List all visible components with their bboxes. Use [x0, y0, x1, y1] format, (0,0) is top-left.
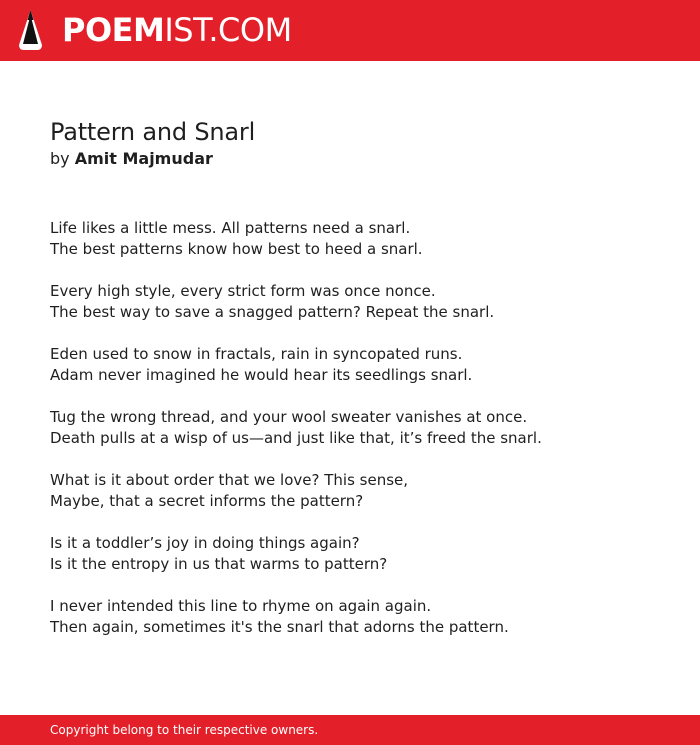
poem-line: Is it the entropy in us that warms to pattern?: [50, 555, 388, 573]
poem-line: Death pulls at a wisp of us—and just like that, it’s freed the snarl.: [50, 429, 542, 447]
poem-line: I never intended this line to rhyme on again again.: [50, 597, 432, 615]
poem-title: Pattern and Snarl: [50, 118, 256, 146]
stanza-4: [50, 407, 670, 449]
poem-line: Eden used to snow in fractals, rain in syncopated runs.: [50, 345, 463, 363]
stanza-7: [50, 596, 670, 638]
stanza-6: [50, 533, 670, 575]
poem-line: Adam never imagined he would hear its seedlings snarl.: [50, 366, 473, 384]
poem-line: The best patterns know how best to heed a snarl.: [50, 240, 423, 258]
poem-author[interactable]: Amit Majmudar: [74, 149, 213, 168]
stanza-1: [50, 218, 670, 260]
copyright-text: Copyright belong to their respective owners.: [50, 723, 319, 737]
poem-line: Every high style, every strict form was once nonce.: [50, 282, 436, 300]
site-logo[interactable]: [62, 12, 292, 48]
poem-line: Then again, sometimes it's the snarl that adorns the pattern.: [50, 618, 509, 636]
pencil-tip-icon[interactable]: [18, 9, 43, 51]
poem-line: Tug the wrong thread, and your wool sweater vanishes at once.: [50, 408, 528, 426]
poem-line: Maybe, that a secret informs the pattern?: [50, 492, 364, 510]
site-header: [0, 0, 700, 61]
poem-line: Life likes a little mess. All patterns need a snarl.: [50, 219, 411, 237]
poem-body: [50, 218, 670, 638]
poem-line: The best way to save a snagged pattern? Repeat the snarl.: [50, 303, 495, 321]
logo-bold-text: POEM: [62, 11, 165, 49]
stanza-5: [50, 470, 670, 512]
stanza-3: [50, 344, 670, 386]
by-label: by: [50, 149, 70, 168]
poem-content: [50, 116, 670, 659]
site-footer: [0, 715, 700, 745]
poem-line: What is it about order that we love? This sense,: [50, 471, 409, 489]
logo-light-text: IST.COM: [164, 11, 292, 49]
poem-byline: [50, 148, 670, 170]
poem-line: Is it a toddler’s joy in doing things again?: [50, 534, 360, 552]
stanza-2: [50, 281, 670, 323]
